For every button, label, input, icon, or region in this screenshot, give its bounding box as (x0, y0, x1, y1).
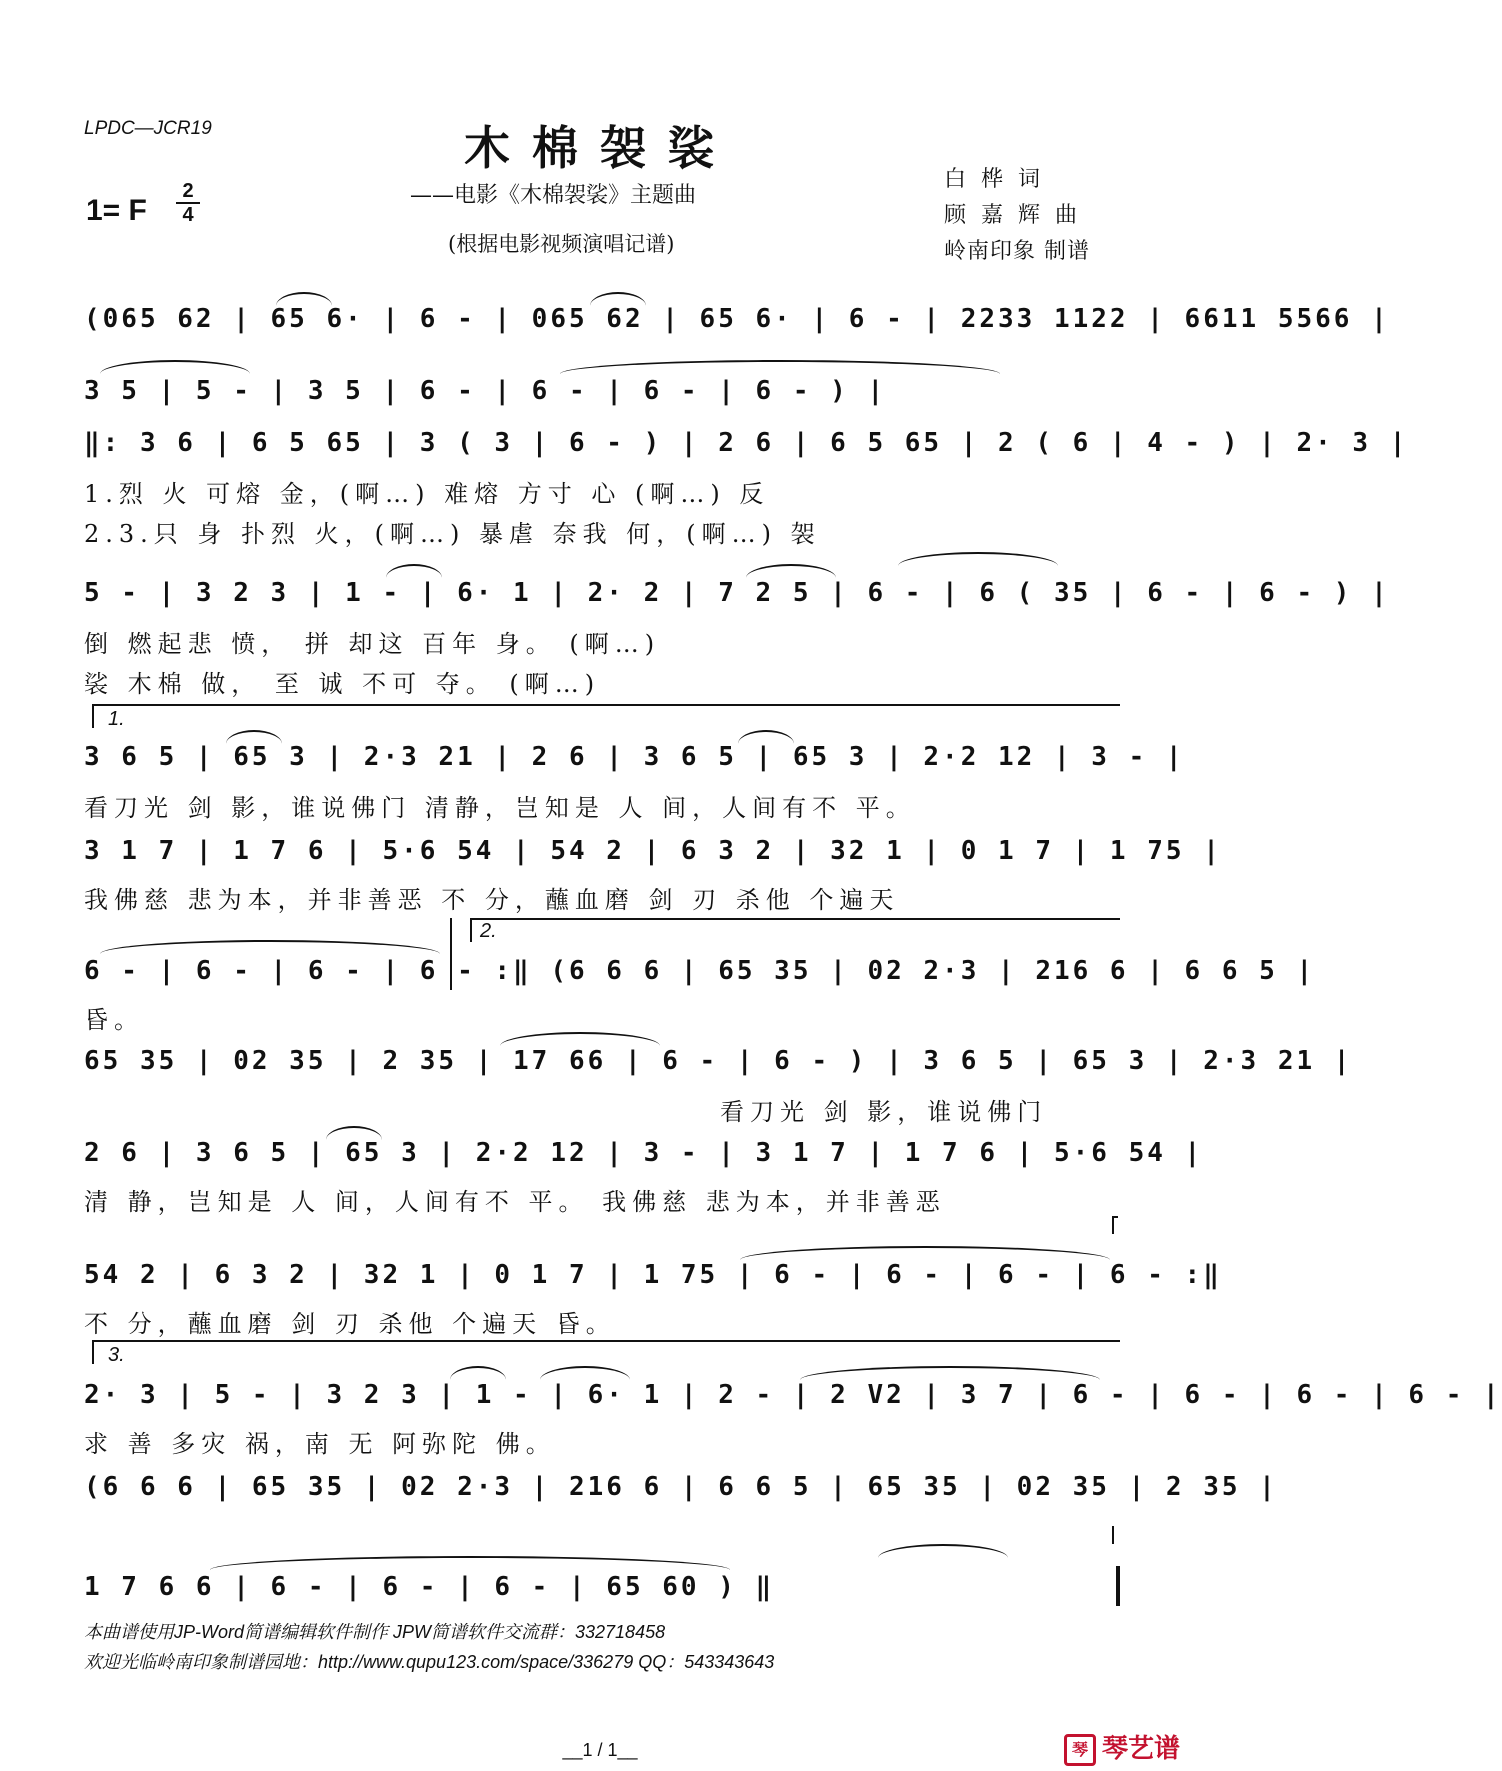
barline (1112, 1526, 1114, 1544)
volta-bracket-3 (92, 1340, 1120, 1364)
site-logo (1064, 1728, 1180, 1766)
score-row-2: 3 5 | 5 - | 3 5 | 6 - | 6 - | 6 - | 6 - ) | (84, 376, 887, 406)
page-number: __1 / 1__ (562, 1740, 638, 1760)
song-title: 木棉袈裟 (464, 121, 736, 175)
slur (540, 1366, 630, 1380)
slur (210, 1556, 730, 1570)
score-row-1: (065 62 | 65 6· | 6 - | 065 62 | 65 6· | 6 - | 2233 1122 | 6611 5566 | (84, 304, 1390, 334)
lyric-line-8: 看刀光 剑 影，谁说佛门 (720, 1098, 1048, 1126)
key-signature: 1= F (86, 194, 147, 227)
score-row-8: 65 35 | 02 35 | 2 35 | 17 66 | 6 - | 6 - ) | 3 6 5 | 65 3 | 2·3 21 | (84, 1046, 1353, 1076)
score-row-3: ‖: 3 6 | 6 5 65 | 3 ( 3 | 6 - ) | 2 6 | 6 5 65 | 2 ( 6 | 4 - ) | 2· 3 | (84, 428, 1409, 458)
volta-label-3: 3. (108, 1344, 125, 1366)
slur (738, 730, 794, 744)
song-subtitle: ——电影《木棉袈裟》主题曲 (410, 183, 697, 208)
score-row-5: 3 6 5 | 65 3 | 2·3 21 | 2 6 | 3 6 5 | 65 3 | 2·2 12 | 3 - | (84, 742, 1185, 772)
slur (590, 292, 646, 306)
slur (800, 1366, 1100, 1380)
volta-label-1: 1. (108, 708, 125, 730)
lyric-verse-1: 1.烈 火 可熔 金，(啊…) 难熔 方寸 心 (啊…) 反 (84, 480, 770, 508)
score-row-6: 3 1 7 | 1 7 6 | 5·6 54 | 54 2 | 6 3 2 | 32 1 | 0 1 7 | 1 75 | (84, 836, 1222, 866)
score-row-4: 5 - | 3 2 3 | 1 - | 6· 1 | 2· 2 | 7 2 5 | 6 - | 6 ( 35 | 6 - | 6 - ) | (84, 578, 1390, 608)
footer-software-line: 本曲谱使用JP-Word简谱编辑软件制作 JPW简谱软件交流群：332718458 (84, 1622, 666, 1642)
repeat-end-bracket (1112, 1216, 1118, 1240)
slur (326, 1126, 382, 1140)
slur (878, 1544, 1008, 1558)
logo-text: 琴艺谱 (1101, 1734, 1180, 1764)
score-row-11: 2· 3 | 5 - | 3 2 3 | 1 - | 6· 1 | 2 - | 2 V2 | 3 7 | 6 - | 6 - | 6 - | 6 - | (84, 1380, 1502, 1410)
transcription-note: (根据电影视频演唱记谱) (448, 232, 675, 256)
time-bottom: 4 (176, 202, 200, 226)
composer-credit: 顾 嘉 辉 曲 (944, 203, 1081, 228)
slur (450, 1366, 506, 1380)
time-signature (176, 180, 200, 226)
logo-icon: 琴 (1064, 1734, 1096, 1766)
footer-website-line: 欢迎光临岭南印象制谱园地：http://www.qupu123.com/space/336279 QQ：543343643 (84, 1652, 775, 1672)
lyric-line-9: 清 静，岂知是 人 间，人间有不 平。 我佛慈 悲为本，并非善恶 (84, 1188, 946, 1216)
lyric-line-6: 我佛慈 悲为本，并非善恶 不 分，蘸血磨 剑 刃 杀他 个遍天 (84, 886, 900, 914)
slur (898, 552, 1058, 566)
lyric-line-7: 昏。 (84, 1006, 144, 1034)
score-code: LPDC—JCR19 (84, 118, 212, 139)
lyric-line-3: 倒 燃起悲 愤， 拼 却这 百年 身。 (啊…) (84, 630, 661, 658)
volta-label-2: 2. (480, 920, 497, 942)
volta-bracket-1 (92, 704, 1120, 728)
slur (386, 564, 442, 578)
lyric-line-10: 不 分，蘸血磨 剑 刃 杀他 个遍天 昏。 (84, 1310, 616, 1338)
score-row-7: 6 - | 6 - | 6 - | 6 - :‖ (6 6 6 | 65 35 | 02 2·3 | 216 6 | 6 6 5 | (84, 956, 1316, 986)
slur (226, 730, 282, 744)
lyric-verse-2: 2.3.只 身 扑烈 火，(啊…) 暴虐 奈我 何，(啊…) 袈 (84, 520, 821, 548)
slur (746, 564, 836, 578)
slur (276, 292, 332, 306)
final-barline (1116, 1566, 1120, 1606)
score-row-12: (6 6 6 | 65 35 | 02 2·3 | 216 6 | 6 6 5 | 65 35 | 02 35 | 2 35 | (84, 1472, 1278, 1502)
slur (100, 940, 440, 954)
lyric-line-11: 求 善 多灾 祸，南 无 阿弥陀 佛。 (84, 1430, 556, 1458)
slur (560, 360, 1000, 374)
score-row-13: 1 7 6 6 | 6 - | 6 - | 6 - | 65 60 ) ‖ (84, 1572, 775, 1602)
lyricist-credit: 白 桦 词 (944, 167, 1044, 192)
score-row-10: 54 2 | 6 3 2 | 32 1 | 0 1 7 | 1 75 | 6 - | 6 - | 6 - | 6 - :‖ (84, 1260, 1222, 1290)
time-top: 2 (182, 180, 194, 202)
lyric-line-5: 看刀光 剑 影，谁说佛门 清静，岂知是 人 间，人间有不 平。 (84, 794, 916, 822)
lyric-line-4: 裟 木棉 做， 至 诚 不可 夺。 (啊…) (84, 670, 601, 698)
arranger-credit: 岭南印象 制谱 (944, 239, 1090, 264)
score-row-9: 2 6 | 3 6 5 | 65 3 | 2·2 12 | 3 - | 3 1 7 | 1 7 6 | 5·6 54 | (84, 1138, 1204, 1168)
slur (100, 360, 250, 374)
slur (740, 1246, 1110, 1260)
volta-bracket-2 (470, 918, 1120, 942)
